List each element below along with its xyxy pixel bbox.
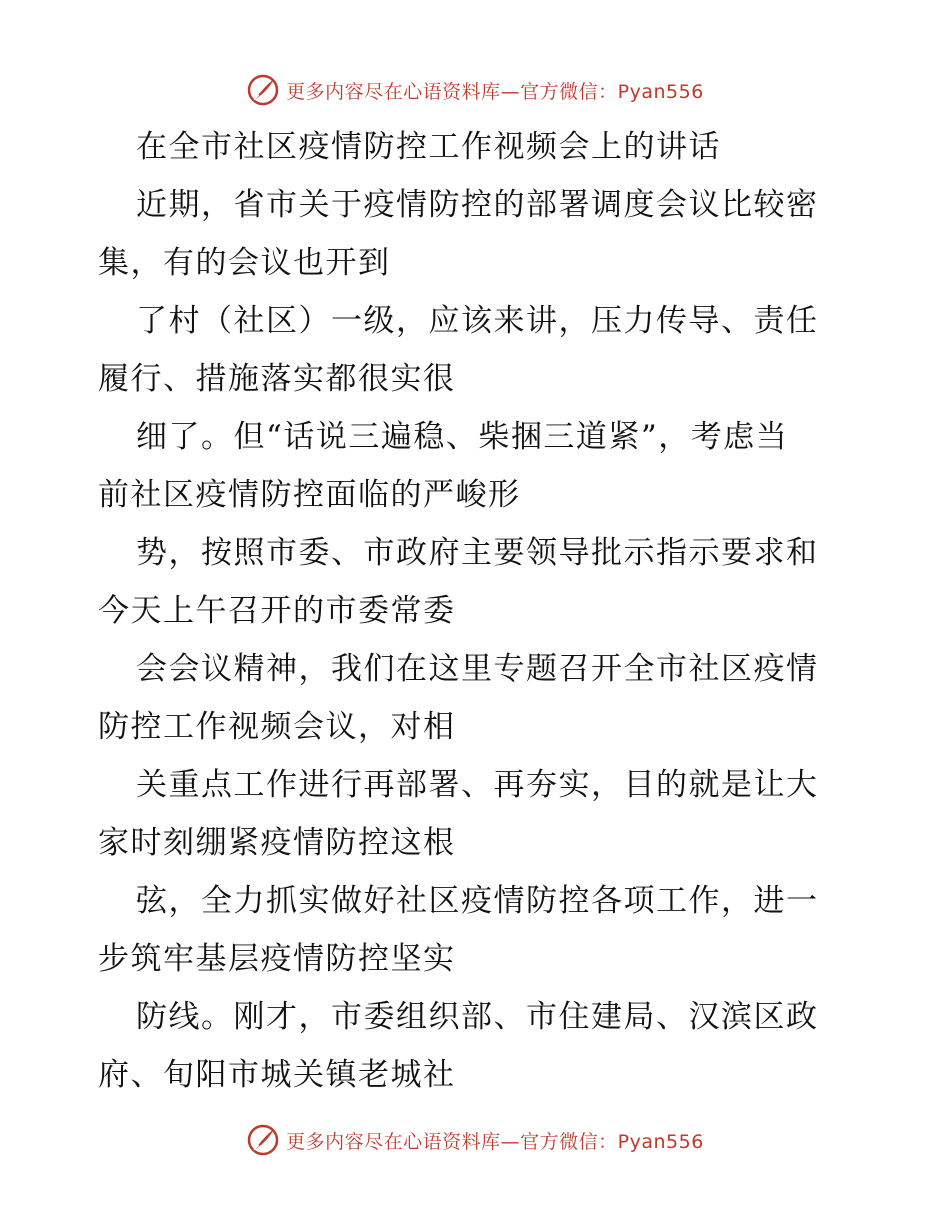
footer-watermark-banner: [0, 1120, 950, 1160]
watermark-text: 更多内容尽在心语资料库—官方微信：Pyan556: [286, 1130, 704, 1153]
paragraph-line: 势，按照市委、市政府主要领导批示指示要求和: [136, 535, 819, 571]
paragraph-line: 今天上午召开的市委常委: [98, 593, 456, 629]
paragraph-line: 关重点工作进行再部署、再夯实，目的就是让大: [136, 767, 819, 803]
paragraph-line: 了村（社区）一级，应该来讲，压力传导、责任: [136, 303, 819, 339]
paragraph-line: 履行、措施落实都很实很: [98, 361, 456, 397]
feather-pen-icon: [246, 73, 280, 107]
document-body: [98, 118, 858, 1104]
header-watermark-banner: [0, 70, 950, 110]
watermark-text: 更多内容尽在心语资料库—官方微信：Pyan556: [286, 80, 704, 103]
paragraph-line: 集，有的会议也开到: [98, 245, 391, 281]
document-title: 在全市社区疫情防控工作视频会上的讲话: [136, 129, 721, 165]
paragraph-line: 近期，省市关于疫情防控的部署调度会议比较密: [136, 187, 819, 223]
paragraph-line: 步筑牢基层疫情防控坚实: [98, 941, 456, 977]
paragraph-line: 会会议精神，我们在这里专题召开全市社区疫情: [136, 651, 819, 687]
feather-pen-icon: [246, 1123, 280, 1157]
paragraph-line: 细了。但“话说三遍稳、柴捆三道紧”，考虑当: [136, 419, 789, 455]
paragraph-line: 防控工作视频会议，对相: [98, 709, 456, 745]
paragraph-line: 府、旬阳市城关镇老城社: [98, 1057, 456, 1093]
paragraph-line: 前社区疫情防控面临的严峻形: [98, 477, 521, 513]
paragraph-line: 弦，全力抓实做好社区疫情防控各项工作，进一: [136, 883, 819, 919]
paragraph-line: 家时刻绷紧疫情防控这根: [98, 825, 456, 861]
paragraph-line: 防线。刚才，市委组织部、市住建局、汉滨区政: [136, 999, 819, 1035]
